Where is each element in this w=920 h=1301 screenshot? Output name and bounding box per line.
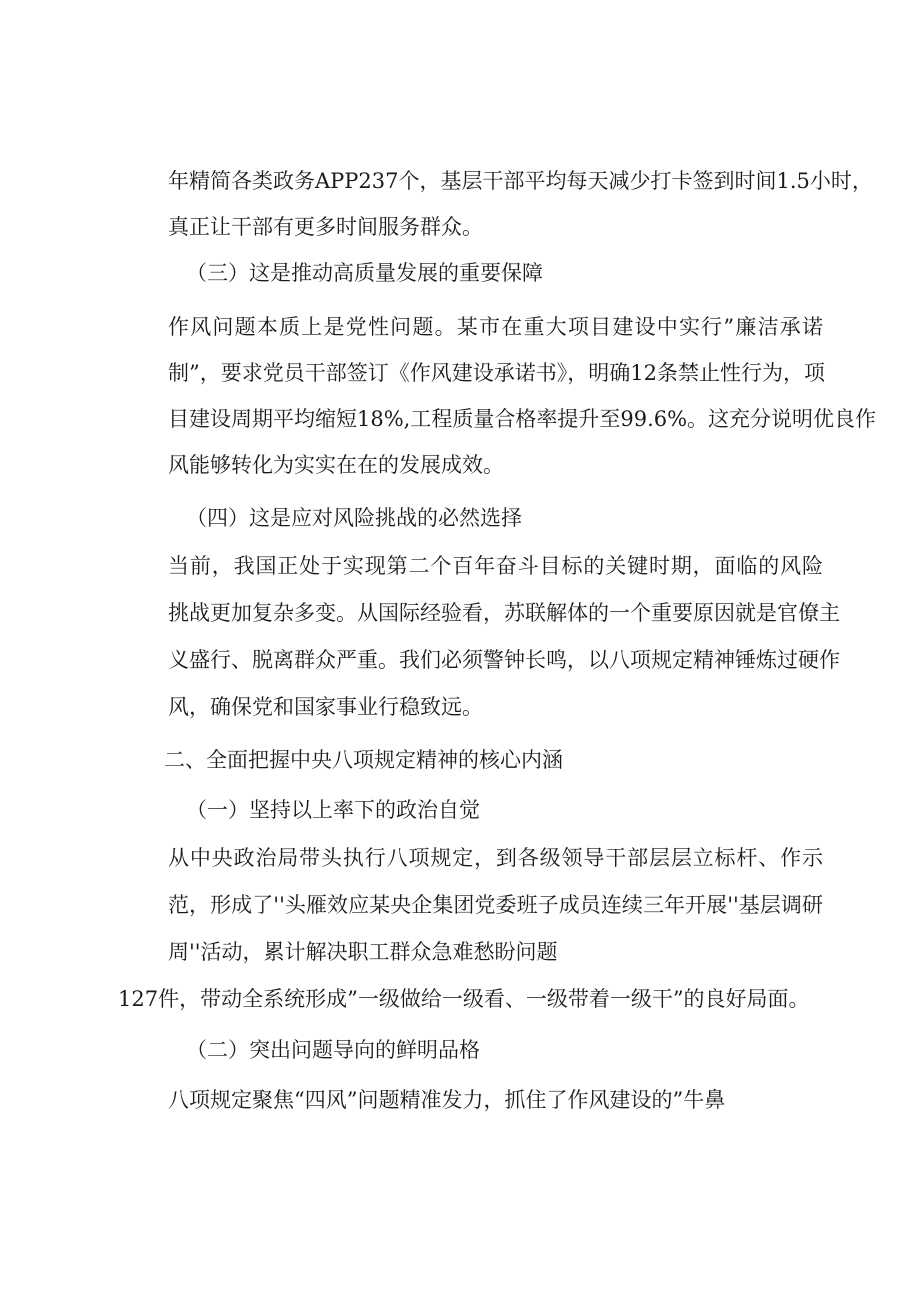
paragraph-line: 范，形成了''头雁效应某央企集团党委班子成员连续三年开展''基层调研 (168, 893, 823, 917)
paragraph-line: 风能够转化为实实在在的发展成效。 (168, 453, 504, 477)
paragraph-line: 从中央政治局带头执行八项规定，到各级领导干部层层立标杆、作示 (168, 846, 823, 870)
paragraph-line: 当前，我国正处于实现第二个百年奋斗目标的关键时期，面临的风险 (168, 554, 823, 578)
subheading-3: （三）这是推动高质量发展的重要保障 (186, 261, 543, 285)
paragraph-line: 127件，带动全系统形成”一级做给一级看、一级带着一级干”的良好局面。 (118, 987, 810, 1011)
paragraph-line: 周''活动，累计解决职工群众急难愁盼问题 (168, 940, 558, 964)
subheading-1: （一）坚持以上率下的政治自觉 (186, 798, 480, 822)
paragraph-line: 作风问题本质上是党性问题。某市在重大项目建设中实行”廉洁承诺 (168, 315, 823, 339)
paragraph-line: 挑战更加复杂多变。从国际经验看，苏联解体的一个重要原因就是官僚主 (168, 601, 840, 625)
paragraph-line: 制”，要求党员干部签订《作风建设承诺书》，明确12条禁止性行为，项 (168, 361, 825, 385)
paragraph-line: 风，确保党和国家事业行稳致远。 (168, 695, 483, 719)
subheading-4: （四）这是应对风险挑战的必然选择 (186, 506, 522, 530)
paragraph-line: 真正让干部有更多时间服务群众。 (168, 215, 483, 239)
paragraph-line: 义盛行、脱离群众严重。我们必须警钟长鸣，以八项规定精神锤炼过硬作 (168, 648, 840, 672)
paragraph-line: 八项规定聚焦“四风”问题精准发力，抓住了作风建设的”牛鼻 (168, 1088, 726, 1112)
section-heading-2: 二、全面把握中央八项规定精神的核心内涵 (164, 748, 563, 772)
paragraph-line: 目建设周期平均缩短18%,工程质量合格率提升至99.6%。这充分说明优良作 (168, 407, 877, 431)
subheading-2: （二）突出问题导向的鲜明品格 (186, 1038, 480, 1062)
paragraph-line: 年精简各类政务APP237个，基层干部平均每天减少打卡签到时间1.5小时， (168, 169, 873, 193)
